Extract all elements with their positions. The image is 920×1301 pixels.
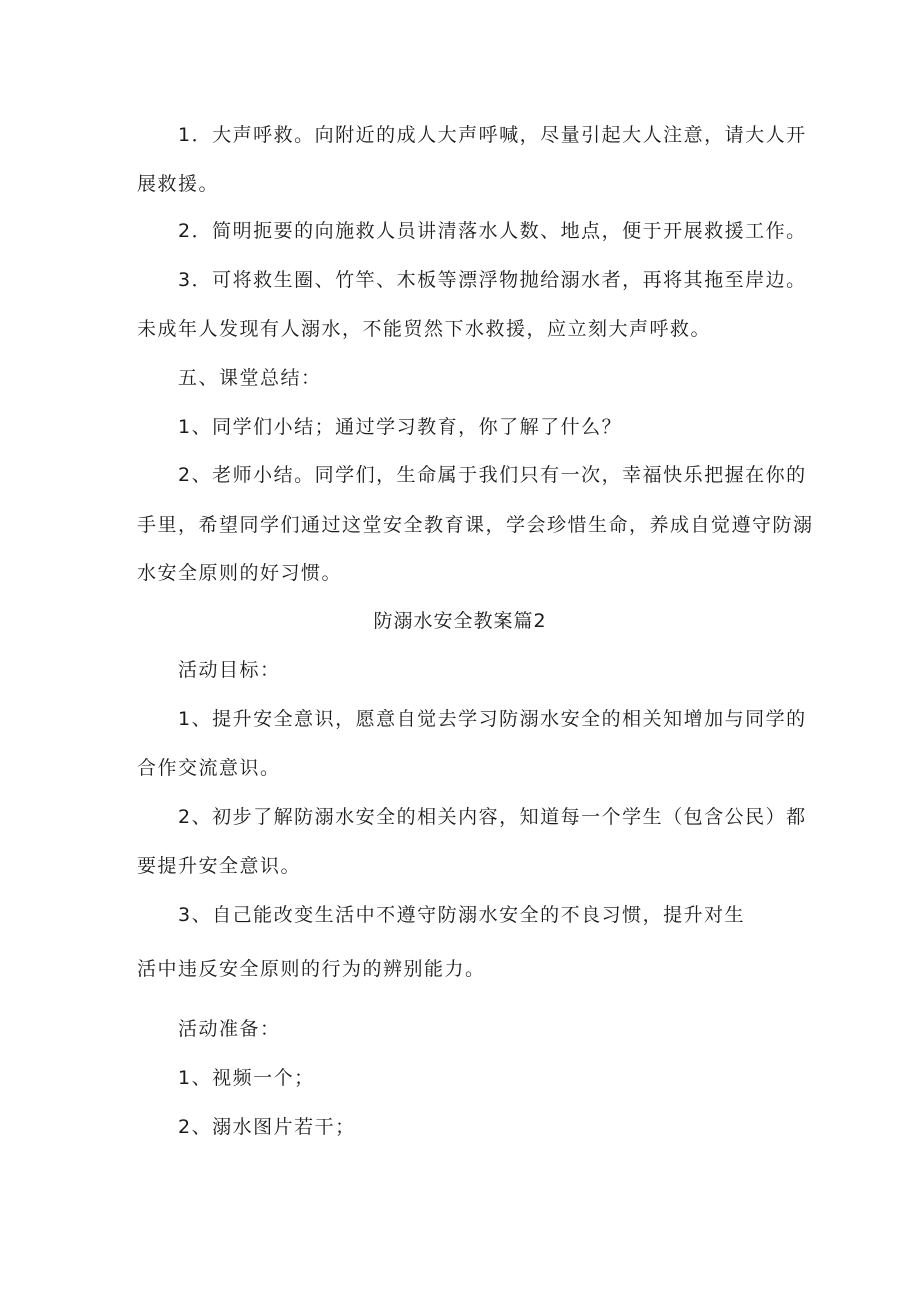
list-item: 2、溺水图片若干； <box>178 1116 356 1138</box>
paragraph-line: 3、自己能改变生活中不遵守防溺水安全的不良习惯，提升对生 <box>178 904 746 926</box>
paragraph-line: 未成年人发现有人溺水，不能贸然下水救援，应立刻大声呼救。 <box>137 318 712 340</box>
paragraph-line: 水安全原则的好习惯。 <box>137 562 343 584</box>
document-title: 防溺水安全教案篇2 <box>373 610 547 632</box>
section-heading: 活动目标： <box>178 659 281 681</box>
paragraph-line: 2、老师小结。同学们，生命属于我们只有一次，幸福快乐把握在你的 <box>178 464 807 486</box>
paragraph-line: 2．简明扼要的向施救人员讲清落水人数、地点，便于开展救援工作。 <box>178 220 807 242</box>
paragraph-line: 要提升安全意识。 <box>137 855 302 877</box>
paragraph-line: 3．可将救生圈、竹竿、木板等漂浮物抛给溺水者，再将其拖至岸边。 <box>178 269 807 291</box>
list-item: 1、视频一个； <box>178 1067 315 1089</box>
section-heading: 活动准备： <box>178 1018 281 1040</box>
paragraph-line: 1、提升安全意识，愿意自觉去学习防溺水安全的相关知增加与同学的 <box>178 708 807 730</box>
paragraph-line: 展救援。 <box>137 173 220 195</box>
paragraph-line: 活中违反安全原则的行为的辨别能力。 <box>137 958 486 980</box>
paragraph-line: 手里，希望同学们通过这堂安全教育课，学会珍惜生命，养成自觉遵守防溺 <box>137 514 814 536</box>
section-heading: 五、课堂总结： <box>178 367 322 389</box>
paragraph-line: 1、同学们小结；通过学习教育，你了解了什么？ <box>178 416 623 438</box>
paragraph-line: 2、初步了解防溺水安全的相关内容，知道每一个学生（包含公民）都 <box>178 806 807 828</box>
paragraph-line: 1．大声呼救。向附近的成人大声呼喊，尽量引起大人注意，请大人开 <box>178 124 807 146</box>
paragraph-line: 合作交流意识。 <box>137 757 281 779</box>
